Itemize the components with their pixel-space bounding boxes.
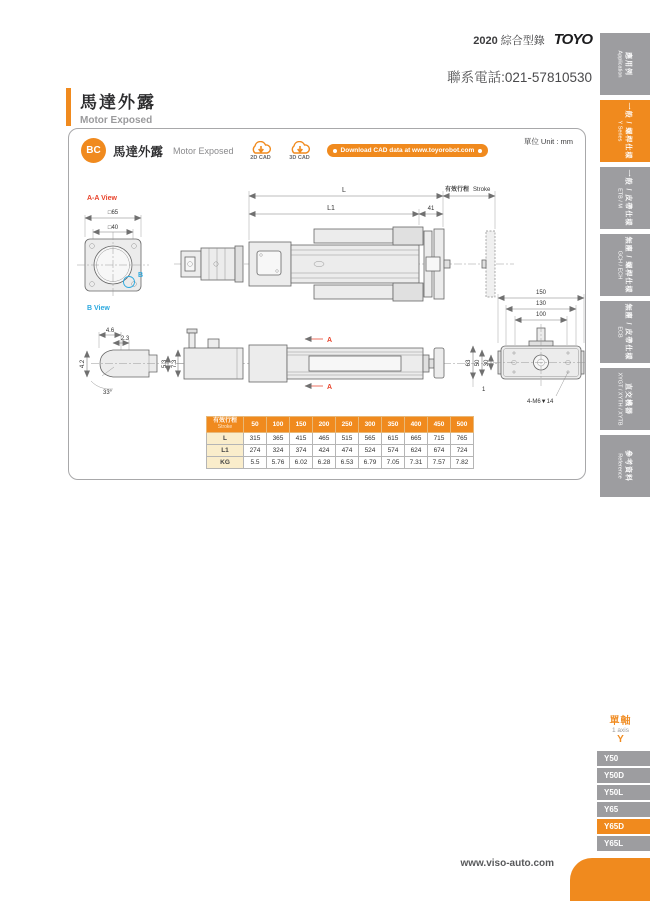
b-view-label: B View: [87, 305, 110, 312]
page-corner-tab: [570, 858, 650, 901]
axis-item-label: Y50D: [604, 771, 625, 780]
product-panel: [68, 128, 586, 480]
spec-cell: 415: [290, 433, 313, 445]
spec-cell: 674: [428, 445, 451, 457]
spec-cell: 324: [267, 445, 290, 457]
cad-download-text: Download CAD data at www.toyorobot.com: [340, 147, 475, 154]
dim-130: 130: [535, 301, 547, 307]
b-ref-label: B: [138, 272, 144, 279]
stroke-col-header: 250: [336, 417, 359, 433]
tab-label-en: Application: [616, 50, 623, 78]
section-a-top-label: A: [327, 337, 333, 344]
axis-item-label: Y65L: [604, 839, 624, 848]
dim-4-6: 4.6: [105, 328, 115, 334]
dim-5-3: 5.3: [162, 359, 168, 369]
dim-100: 100: [535, 312, 547, 318]
section-a-bottom-label: A: [327, 384, 333, 391]
axis-nav: [597, 712, 650, 853]
model-badge: BC: [81, 138, 106, 163]
spec-cell: 515: [336, 433, 359, 445]
cad-3d-label: 3D CAD: [289, 154, 310, 161]
dim-7-3: 7.3: [172, 359, 178, 369]
dim-L1: L1: [327, 205, 335, 212]
dim-sq65: □65: [107, 210, 119, 216]
spec-cell: 5.5: [244, 457, 267, 469]
stroke-col-header: 450: [428, 417, 451, 433]
tab-label-en: ECB: [616, 326, 623, 338]
tab-label-en: XYGT / XYTH / XYTB: [616, 372, 623, 426]
stroke-header-cell: 有效行程 Stroke: [207, 417, 244, 433]
spec-cell: 765: [451, 433, 474, 445]
spec-row-label: L1: [207, 445, 244, 457]
dim-150: 150: [535, 290, 547, 296]
spec-cell: 7.82: [451, 457, 474, 469]
spec-cell: 374: [290, 445, 313, 457]
spec-cell: 624: [405, 445, 428, 457]
axis-item-label: Y50: [604, 754, 619, 763]
axis-item-y50[interactable]: [597, 751, 650, 766]
sidebar-tab-reference[interactable]: [600, 435, 650, 497]
tab-label-zh: 參考資料: [624, 450, 632, 482]
sidebar-tab-etb-m[interactable]: [600, 167, 650, 229]
category-tab-bar: [600, 33, 650, 502]
dim-4-2: 4.2: [80, 359, 86, 369]
dim-1: 1: [482, 387, 486, 393]
spec-cell: 365: [267, 433, 290, 445]
panel-heading-en: Motor Exposed: [173, 145, 234, 156]
tab-label-zh: 一般 / 皮帶仕樣: [624, 169, 632, 227]
spec-cell: 6.02: [290, 457, 313, 469]
dim-50: 50: [475, 359, 481, 367]
dim-30: 30: [484, 359, 490, 367]
axis-item-y50d[interactable]: [597, 768, 650, 783]
axis-nav-title: [597, 712, 644, 745]
dim-2-3: 2.3: [120, 336, 130, 342]
spec-cell: 274: [244, 445, 267, 457]
stroke-spec-table-wrap: [206, 416, 474, 469]
spec-cell: 6.79: [359, 457, 382, 469]
axis-item-label: Y65D: [604, 822, 625, 831]
website-link[interactable]: www.viso-auto.com: [460, 858, 554, 869]
spec-cell: 7.31: [405, 457, 428, 469]
axis-item-y65d[interactable]: [597, 819, 650, 834]
spec-cell: 574: [382, 445, 405, 457]
sidebar-tab-ecb[interactable]: [600, 301, 650, 363]
contact-phone: 聯系電話:021-57810530: [447, 70, 592, 85]
spec-cell: 424: [313, 445, 336, 457]
stroke-col-header: 400: [405, 417, 428, 433]
spec-row-label: L: [207, 433, 244, 445]
dim-sq40: □40: [107, 225, 119, 231]
spec-cell: 715: [428, 433, 451, 445]
spec-cell: 665: [405, 433, 428, 445]
stroke-label-zh: 有效行程: [445, 187, 470, 193]
spec-cell: 615: [382, 433, 405, 445]
spec-cell: 565: [359, 433, 382, 445]
catalog-name: 綜合型錄: [500, 35, 545, 47]
tap-callout: 4-M6▼14: [527, 399, 554, 405]
spec-cell: 465: [313, 433, 336, 445]
aa-view-label: A-A View: [87, 195, 117, 202]
unit-label: 單位 Unit : mm: [523, 137, 573, 146]
stroke-spec-table: [206, 416, 474, 469]
axis-item-label: Y50L: [604, 788, 624, 797]
sidebar-tab-application[interactable]: [600, 33, 650, 95]
tab-label-en: Reference: [616, 453, 623, 479]
page-title-en: Motor Exposed: [80, 115, 153, 126]
panel-heading-zh: 馬達外露: [113, 144, 164, 159]
dim-L: L: [342, 187, 346, 194]
tab-label-zh: 應用例: [624, 52, 632, 76]
stroke-col-header: 300: [359, 417, 382, 433]
dim-33deg: 33°: [103, 390, 113, 396]
axis-title-zh: 單軸: [609, 716, 632, 727]
dim-63: 63: [466, 359, 472, 367]
tab-label-zh: 一般 / 螺桿仕樣: [624, 102, 632, 160]
spec-cell: 7.05: [382, 457, 405, 469]
stroke-col-header: 150: [290, 417, 313, 433]
stroke-col-header: 500: [451, 417, 474, 433]
spec-cell: 7.57: [428, 457, 451, 469]
sidebar-tab-y-series[interactable]: [600, 100, 650, 162]
toyo-logo: TOYO: [553, 31, 592, 48]
spec-cell: 315: [244, 433, 267, 445]
stroke-col-header: 350: [382, 417, 405, 433]
spec-row-label: KG: [207, 457, 244, 469]
spec-cell: 724: [451, 445, 474, 457]
spec-cell: 5.76: [267, 457, 290, 469]
cad-2d-label: 2D CAD: [250, 154, 271, 161]
sidebar-tab-xy-series[interactable]: [600, 368, 650, 430]
catalog-year: 2020: [473, 35, 498, 47]
page-title: [66, 88, 156, 126]
stroke-col-header: 100: [267, 417, 290, 433]
axis-item-y65[interactable]: [597, 802, 650, 817]
dim-41: 41: [427, 206, 435, 212]
axis-item-y65l[interactable]: [597, 836, 650, 851]
spec-cell: 524: [359, 445, 382, 457]
tab-label-en: Y Series: [616, 120, 623, 142]
stroke-col-header: 200: [313, 417, 336, 433]
axis-item-label: Y65: [604, 805, 619, 814]
page-title-zh: 馬達外露: [80, 93, 156, 112]
axis-letter: Y: [617, 734, 624, 745]
tab-label-en: GCH / ECH: [616, 250, 623, 280]
tab-label-en: ETB / M: [616, 188, 623, 208]
sidebar-tab-gch-ech[interactable]: [600, 234, 650, 296]
catalog-header: [473, 31, 592, 48]
spec-cell: 6.28: [313, 457, 336, 469]
catalog-title: [473, 32, 545, 48]
axis-item-y50l[interactable]: [597, 785, 650, 800]
tab-label-zh: 無塵 / 螺桿仕樣: [624, 236, 632, 294]
spec-cell: 6.53: [336, 457, 359, 469]
stroke-col-header: 50: [244, 417, 267, 433]
axis-title-en: 1 axis: [612, 727, 629, 734]
tab-label-zh: 直交機器: [624, 383, 632, 415]
tab-label-zh: 無塵 / 皮帶仕樣: [624, 303, 632, 361]
spec-cell: 474: [336, 445, 359, 457]
stroke-label-en: Stroke: [473, 187, 491, 193]
